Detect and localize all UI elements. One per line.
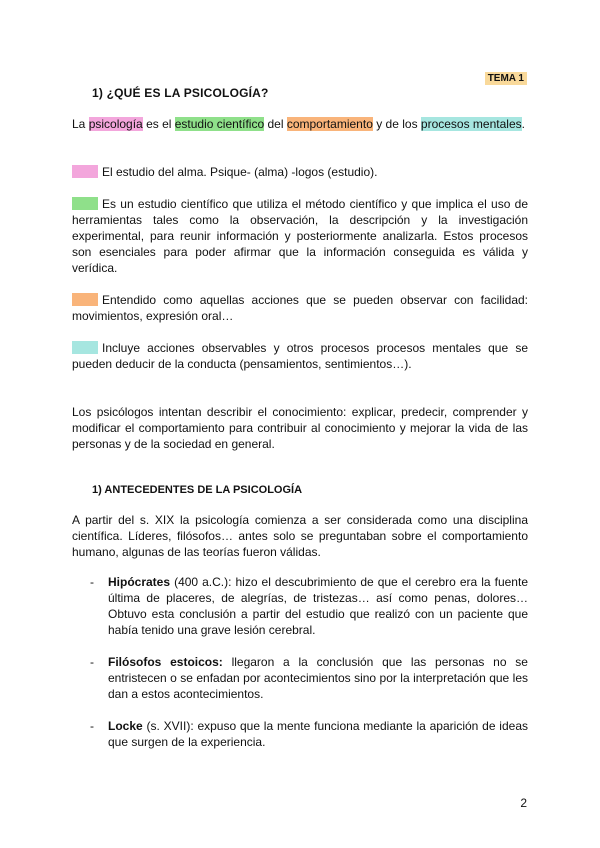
- list-dash: -: [90, 575, 94, 589]
- definition-pre: La: [72, 117, 89, 131]
- list-item-text: llegaron a la conclusión que las personas no se entristecen o se enfadan por acontecimientos sino por la interpretación que les dan a estos acontecimientos.: [108, 655, 528, 701]
- note-comportamiento: [72, 292, 528, 324]
- paragraph-psychologists: Los psicólogos intentan describir el conocimiento: explicar, predecir, comprender y modificar el comportamiento para contribuir al conocimiento y mejorar la vida de las personas y de la sociedad en general.: [72, 405, 528, 451]
- pink-swatch: [72, 165, 98, 178]
- highlight-comportamiento: comportamiento: [286, 117, 373, 131]
- paragraph-antecedents: A partir del s. XIX la psicología comienza a ser considerada como una disciplina científica. Líderes, filósofos… antes solo se preguntaban sobre el comportamiento humano, algunas de las teorías fueron válidas.: [72, 513, 528, 559]
- green-swatch: [72, 197, 98, 210]
- note-text: Entendido como aquellas acciones que se pueden observar con facilidad: movimientos, expresión oral…: [72, 293, 528, 323]
- note-text: Es un estudio científico que utiliza el método científico y que implica el uso de herramientas tales como la observación, la descripción y la investigación experimental, para reunir información y posteriormente analizarla. Estos procesos son esenciales para poder afirmar que la información conseguida es válida y verídica.: [72, 197, 528, 275]
- note-text: El estudio del alma. Psique- (alma) -logos (estudio).: [102, 165, 378, 179]
- note-text: Incluye acciones observables y otros procesos procesos mentales que se pueden deducir de la conducta (pensamientos, sentimientos…).: [72, 341, 528, 371]
- list-item-estoicos: [90, 654, 528, 702]
- note-procesos-mentales: [72, 340, 528, 372]
- topic-tag: TEMA 1: [485, 72, 527, 85]
- list-dash: -: [90, 655, 94, 669]
- teal-swatch: [72, 341, 98, 354]
- page-number: 2: [520, 796, 527, 810]
- definition-mid3: y de los: [372, 117, 421, 131]
- section-heading-what-is-psychology: 1) ¿QUÉ ES LA PSICOLOGÍA?: [92, 86, 269, 100]
- highlight-procesos-mentales: procesos mentales: [420, 117, 522, 131]
- list-dash: -: [90, 719, 94, 733]
- list-item-hipocrates: [90, 574, 528, 638]
- definition-mid2: del: [264, 117, 287, 131]
- orange-swatch: [72, 293, 98, 306]
- list-item-text: (s. XVII): expuso que la mente funciona mediante la aparición de ideas que surgen de la experiencia.: [108, 719, 528, 749]
- list-item-locke: [90, 718, 528, 750]
- note-alma: [72, 164, 528, 180]
- definition-paragraph: [72, 116, 528, 132]
- highlight-psicologia: psicología: [88, 117, 143, 131]
- definition-post: .: [521, 117, 525, 131]
- definition-mid1: es el: [142, 117, 175, 131]
- highlight-estudio-cientifico: estudio científico: [174, 117, 265, 131]
- note-estudio-cientifico: [72, 196, 528, 276]
- list-item-name: Locke: [108, 719, 143, 733]
- list-item-text: (400 a.C.): hizo el descubrimiento de que el cerebro era la fuente última de placeres, de alegrías, de tristezas… así como penas, dolores… Obtuvo esta conclusión a partir del estudio que realizó con un paciente que había tenido una grave lesión cerebral.: [108, 575, 528, 637]
- list-item-name: Filósofos estoicos:: [108, 655, 223, 669]
- list-item-name: Hipócrates: [108, 575, 171, 589]
- section-heading-antecedents: 1) ANTECEDENTES DE LA PSICOLOGÍA: [92, 484, 303, 496]
